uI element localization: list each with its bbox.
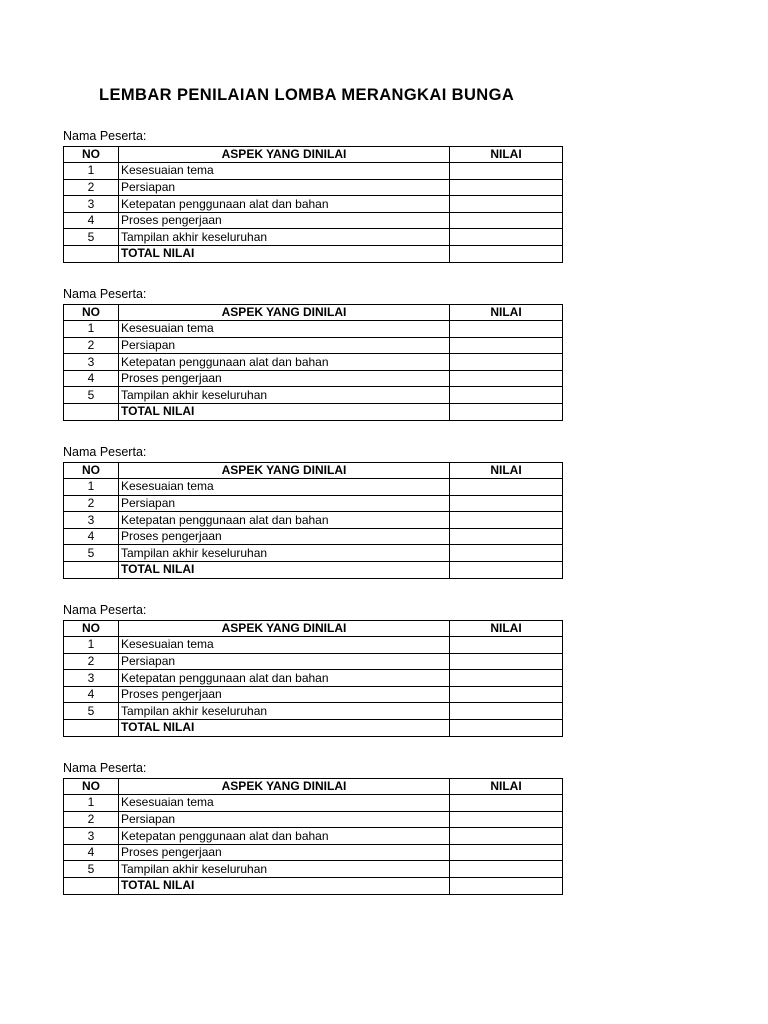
score-table xyxy=(63,778,563,895)
row-aspect: Ketepatan penggunaan alat dan bahan xyxy=(119,512,450,529)
total-number-cell xyxy=(64,878,119,895)
row-number: 1 xyxy=(64,163,119,180)
total-row xyxy=(64,246,563,263)
row-number: 2 xyxy=(64,337,119,354)
total-score-cell[interactable] xyxy=(450,246,563,263)
row-aspect: Tampilan akhir keseluruhan xyxy=(119,545,450,562)
row-aspect: Proses pengerjaan xyxy=(119,528,450,545)
column-header-no: NO xyxy=(64,778,119,795)
total-number-cell xyxy=(64,562,119,579)
assessment-form-1 xyxy=(63,128,563,263)
score-cell[interactable] xyxy=(450,212,563,229)
total-label: TOTAL NILAI xyxy=(119,404,450,421)
score-cell[interactable] xyxy=(450,163,563,180)
row-aspect: Persiapan xyxy=(119,811,450,828)
total-row xyxy=(64,878,563,895)
table-row xyxy=(64,387,563,404)
column-header-aspect: ASPEK YANG DINILAI xyxy=(119,778,450,795)
score-table xyxy=(63,146,563,263)
table-row xyxy=(64,545,563,562)
score-cell[interactable] xyxy=(450,321,563,338)
column-header-aspect: ASPEK YANG DINILAI xyxy=(119,620,450,637)
row-aspect: Tampilan akhir keseluruhan xyxy=(119,229,450,246)
total-label: TOTAL NILAI xyxy=(119,562,450,579)
score-cell[interactable] xyxy=(450,229,563,246)
row-number: 2 xyxy=(64,811,119,828)
column-header-no: NO xyxy=(64,620,119,637)
assessment-form-5 xyxy=(63,760,563,895)
row-aspect: Ketepatan penggunaan alat dan bahan xyxy=(119,354,450,371)
row-number: 3 xyxy=(64,196,119,213)
participant-name-label: Nama Peserta: xyxy=(63,129,147,143)
row-number: 1 xyxy=(64,637,119,654)
column-header-aspect: ASPEK YANG DINILAI xyxy=(119,146,450,163)
row-number: 3 xyxy=(64,828,119,845)
score-cell[interactable] xyxy=(450,370,563,387)
column-header-score: NILAI xyxy=(450,778,563,795)
row-number: 4 xyxy=(64,686,119,703)
table-row xyxy=(64,844,563,861)
score-cell[interactable] xyxy=(450,637,563,654)
row-number: 4 xyxy=(64,370,119,387)
table-header-row xyxy=(64,778,563,795)
table-row xyxy=(64,811,563,828)
table-row xyxy=(64,653,563,670)
table-row xyxy=(64,528,563,545)
score-table xyxy=(63,304,563,421)
table-header-row xyxy=(64,462,563,479)
total-number-cell xyxy=(64,246,119,263)
score-cell[interactable] xyxy=(450,495,563,512)
row-number: 5 xyxy=(64,861,119,878)
score-cell[interactable] xyxy=(450,512,563,529)
row-number: 1 xyxy=(64,795,119,812)
table-row xyxy=(64,354,563,371)
total-number-cell xyxy=(64,404,119,421)
row-number: 1 xyxy=(64,479,119,496)
row-number: 2 xyxy=(64,653,119,670)
table-row xyxy=(64,670,563,687)
total-number-cell xyxy=(64,720,119,737)
row-aspect: Proses pengerjaan xyxy=(119,212,450,229)
row-aspect: Proses pengerjaan xyxy=(119,686,450,703)
participant-name-label: Nama Peserta: xyxy=(63,445,147,459)
row-aspect: Tampilan akhir keseluruhan xyxy=(119,387,450,404)
column-header-no: NO xyxy=(64,146,119,163)
row-aspect: Persiapan xyxy=(119,179,450,196)
total-label: TOTAL NILAI xyxy=(119,878,450,895)
row-aspect: Kesesuaian tema xyxy=(119,163,450,180)
table-row xyxy=(64,495,563,512)
row-aspect: Ketepatan penggunaan alat dan bahan xyxy=(119,670,450,687)
table-row xyxy=(64,163,563,180)
score-cell[interactable] xyxy=(450,545,563,562)
table-row xyxy=(64,196,563,213)
score-cell[interactable] xyxy=(450,828,563,845)
table-row xyxy=(64,795,563,812)
row-number: 5 xyxy=(64,387,119,404)
table-row xyxy=(64,861,563,878)
total-score-cell[interactable] xyxy=(450,878,563,895)
row-aspect: Ketepatan penggunaan alat dan bahan xyxy=(119,828,450,845)
total-label: TOTAL NILAI xyxy=(119,720,450,737)
row-number: 5 xyxy=(64,229,119,246)
total-row xyxy=(64,404,563,421)
table-row xyxy=(64,321,563,338)
row-number: 4 xyxy=(64,844,119,861)
table-row xyxy=(64,337,563,354)
table-row xyxy=(64,637,563,654)
row-aspect: Persiapan xyxy=(119,653,450,670)
table-header-row xyxy=(64,620,563,637)
row-number: 2 xyxy=(64,495,119,512)
row-aspect: Kesesuaian tema xyxy=(119,479,450,496)
row-number: 3 xyxy=(64,354,119,371)
row-number: 5 xyxy=(64,545,119,562)
column-header-aspect: ASPEK YANG DINILAI xyxy=(119,304,450,321)
score-cell[interactable] xyxy=(450,795,563,812)
row-aspect: Tampilan akhir keseluruhan xyxy=(119,861,450,878)
assessment-form-3 xyxy=(63,444,563,579)
column-header-aspect: ASPEK YANG DINILAI xyxy=(119,462,450,479)
table-row xyxy=(64,686,563,703)
score-cell[interactable] xyxy=(450,479,563,496)
column-header-no: NO xyxy=(64,462,119,479)
table-row xyxy=(64,703,563,720)
total-label: TOTAL NILAI xyxy=(119,246,450,263)
score-cell[interactable] xyxy=(450,844,563,861)
table-row xyxy=(64,212,563,229)
row-number: 3 xyxy=(64,512,119,529)
assessment-form-2 xyxy=(63,286,563,421)
row-aspect: Persiapan xyxy=(119,495,450,512)
table-header-row xyxy=(64,146,563,163)
score-cell[interactable] xyxy=(450,196,563,213)
score-cell[interactable] xyxy=(450,387,563,404)
row-number: 4 xyxy=(64,528,119,545)
score-cell[interactable] xyxy=(450,354,563,371)
row-number: 5 xyxy=(64,703,119,720)
row-number: 1 xyxy=(64,321,119,338)
score-cell[interactable] xyxy=(450,670,563,687)
score-table xyxy=(63,462,563,579)
total-score-cell[interactable] xyxy=(450,404,563,421)
score-cell[interactable] xyxy=(450,653,563,670)
table-header-row xyxy=(64,304,563,321)
total-score-cell[interactable] xyxy=(450,720,563,737)
table-row xyxy=(64,229,563,246)
column-header-score: NILAI xyxy=(450,620,563,637)
table-row xyxy=(64,512,563,529)
row-number: 2 xyxy=(64,179,119,196)
row-aspect: Kesesuaian tema xyxy=(119,637,450,654)
score-cell[interactable] xyxy=(450,811,563,828)
score-cell[interactable] xyxy=(450,337,563,354)
row-aspect: Proses pengerjaan xyxy=(119,844,450,861)
total-score-cell[interactable] xyxy=(450,562,563,579)
table-row xyxy=(64,179,563,196)
row-aspect: Proses pengerjaan xyxy=(119,370,450,387)
score-cell[interactable] xyxy=(450,686,563,703)
score-cell[interactable] xyxy=(450,861,563,878)
score-cell[interactable] xyxy=(450,703,563,720)
score-cell[interactable] xyxy=(450,179,563,196)
row-aspect: Persiapan xyxy=(119,337,450,354)
column-header-no: NO xyxy=(64,304,119,321)
page-title: LEMBAR PENILAIAN LOMBA MERANGKAI BUNGA xyxy=(99,86,515,104)
total-row xyxy=(64,562,563,579)
participant-name-label: Nama Peserta: xyxy=(63,603,147,617)
table-row xyxy=(64,828,563,845)
row-number: 3 xyxy=(64,670,119,687)
assessment-form-4 xyxy=(63,602,563,737)
participant-name-label: Nama Peserta: xyxy=(63,761,147,775)
row-aspect: Kesesuaian tema xyxy=(119,321,450,338)
row-aspect: Kesesuaian tema xyxy=(119,795,450,812)
table-row xyxy=(64,479,563,496)
column-header-score: NILAI xyxy=(450,304,563,321)
score-cell[interactable] xyxy=(450,528,563,545)
table-row xyxy=(64,370,563,387)
column-header-score: NILAI xyxy=(450,462,563,479)
row-aspect: Ketepatan penggunaan alat dan bahan xyxy=(119,196,450,213)
score-table xyxy=(63,620,563,737)
row-number: 4 xyxy=(64,212,119,229)
participant-name-label: Nama Peserta: xyxy=(63,287,147,301)
column-header-score: NILAI xyxy=(450,146,563,163)
total-row xyxy=(64,720,563,737)
row-aspect: Tampilan akhir keseluruhan xyxy=(119,703,450,720)
